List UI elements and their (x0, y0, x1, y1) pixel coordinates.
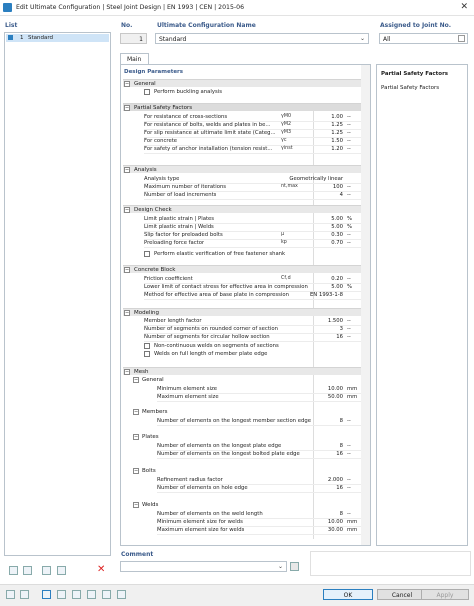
param-value[interactable]: 10.00 (327, 519, 343, 525)
param-label: For resistance of bolts, welds and plates in be... (144, 122, 271, 128)
chevron-down-icon: ⌄ (359, 35, 365, 42)
param-unit: mm (347, 527, 358, 533)
param-label: Maximum element size (157, 394, 219, 400)
tab-main[interactable]: Main (120, 53, 149, 64)
param-unit: % (347, 284, 353, 290)
param-value[interactable]: 1.25 (331, 130, 343, 136)
param-symbol: γM3 (281, 130, 292, 135)
param-value[interactable]: 16 (336, 485, 343, 491)
section-mesh[interactable]: − Mesh (123, 367, 370, 375)
zero-icon[interactable] (20, 590, 29, 599)
comment-field[interactable] (120, 561, 287, 572)
comment-area[interactable] (310, 551, 471, 576)
param-label: For safety of anchor installation (tension resist... (144, 146, 273, 152)
window-title: Edit Ultimate Configuration | Steel Joint Design | EN 1993 | CEN | 2015-06 (16, 4, 245, 11)
param-value[interactable]: 50.00 (327, 394, 343, 400)
info-panel (376, 64, 468, 546)
row-divider (144, 299, 369, 300)
param-symbol: γc (281, 138, 287, 143)
ok-button[interactable]: OK (323, 589, 373, 600)
title-bar (0, 0, 474, 16)
param-value[interactable]: 8 (339, 511, 343, 517)
row-divider (157, 492, 369, 493)
section-analysis[interactable]: − Analysis (123, 165, 370, 173)
list-item-name: Standard (28, 35, 54, 41)
param-value[interactable]: 5.00 (331, 224, 343, 230)
param-value[interactable]: 3 (339, 326, 343, 332)
param-unit: -- (347, 326, 351, 332)
param-unit: % (347, 224, 353, 230)
copy-icon[interactable] (23, 566, 32, 575)
list-item-no: 1 (20, 35, 24, 41)
param-label: Number of segments for circular hollow section (144, 334, 270, 340)
row-divider (144, 247, 369, 248)
row-divider (157, 534, 369, 535)
param-label: Number of elements on the longest bolted plate edge (157, 451, 300, 457)
name-select[interactable]: Standard ⌄ (155, 33, 369, 44)
param-label: Slip factor for preloaded bolts (144, 232, 223, 238)
list-header: List (5, 22, 18, 29)
param-value[interactable]: 0.30 (331, 232, 343, 238)
param-value[interactable]: 1.50 (331, 138, 343, 144)
param-unit: -- (347, 232, 351, 238)
param-symbol: γM0 (281, 114, 292, 119)
param-value[interactable]: 0.70 (331, 240, 343, 246)
app-logo-icon (3, 3, 12, 12)
param-value[interactable]: 1.20 (331, 146, 343, 152)
param-value[interactable]: EN 1993-1-8 (309, 292, 343, 298)
param-value[interactable]: 2.000 (327, 477, 343, 483)
design-parameters-header: Design Parameters (124, 69, 184, 75)
section-partial-safety-factors[interactable]: − Partial Safety Factors (123, 103, 370, 111)
param-unit: mm (347, 386, 358, 392)
row-divider (144, 153, 369, 154)
no-field: 1 (120, 33, 147, 44)
param-value[interactable]: 1.500 (327, 318, 343, 324)
param-unit: -- (347, 192, 351, 198)
param-unit: -- (347, 122, 351, 128)
design-parameters-panel: Design Parameters − General Perform buckling analysis − Partial Safety Factors For resistance of cross-sections γM0 1.00 -- For resistance of bolts, welds and plates in be... γM2 1.25 -- For slip resistance at ultimate limit state (Categ... γM3 1.25 -- For concrete γc 1.50 -- For safety of anchor installation (tension resist... γinst 1.20 -- − Analysis Analysis type Geometrically linear Maximum number of iterations nt,max 100 -- Number of load increments 4 -- − Design Check Limit plastic strain | Plates 5.00 % Limit plastic strain | Welds 5.00 % Slip factor for preloaded bolts μ 0.30 -- Preloading force factor kp 0.70 -- Perform elastic verification of free fastener shank − Concrete Block Friction coefficient Cf,d 0.20 -- Lower limit of contact stress for effective area in compression 5.00 % Method for effective area of base plate in compression EN 1993-1-8 − Modeling Member length factor 1.500 -- Number of segments on rounded corner of section 3 -- Number of segments for circular hollow section 16 -- Non-continuous welds on segments of sections Welds on full length of member plate edge − Mesh − General Minimum element size 10.00 mm Maximum element size 50.00 mm − Members Number of elements on the longest member section edge 8 -- − Plates Number of elements on the longest plate edge 8 -- Number of elements on the longest bolted plate edge 16 -- − Bolts Refinement radius factor 2.000 -- Number of elements on hole edge 16 -- − Welds Number of elements on the weld length 8 -- Minimum element size for welds 10.00 mm Maximum element size for welds 30.00 mm (120, 64, 371, 546)
sections-icon[interactable] (57, 590, 66, 599)
param-label: Number of elements on the longest plate edge (157, 443, 282, 449)
param-unit: -- (347, 114, 351, 120)
param-symbol: Cf,d (281, 276, 291, 281)
param-label: Minimum element size (157, 386, 218, 392)
param-label: Preloading force factor (144, 240, 205, 246)
info-icon[interactable] (87, 590, 96, 599)
apply-button[interactable]: Apply (421, 589, 469, 600)
param-label: Method for effective area of base plate in compression (144, 292, 290, 298)
param-label: Number of elements on the weld length (157, 511, 263, 517)
param-unit: mm (347, 394, 358, 400)
welds-full-length-label: Welds on full length of member plate edge (154, 351, 268, 357)
param-label: Number of load increments (144, 192, 217, 198)
param-unit: -- (347, 130, 351, 136)
chevron-down-icon: ⌄ (277, 563, 283, 570)
section-general[interactable]: − General (123, 79, 370, 87)
param-unit: -- (347, 146, 351, 152)
param-value[interactable]: 1.00 (331, 114, 343, 120)
param-label: Friction coefficient (144, 276, 193, 282)
param-unit: -- (347, 138, 351, 144)
color-swatch-icon (8, 35, 13, 40)
param-symbol: kp (281, 240, 287, 245)
param-unit: -- (347, 334, 351, 340)
param-value[interactable]: 30.00 (327, 527, 343, 533)
no-label: No. (121, 22, 133, 29)
param-unit: -- (347, 443, 351, 449)
param-value[interactable]: 100 (332, 184, 343, 190)
row-divider (157, 458, 369, 459)
info-panel-header: Partial Safety Factors (381, 71, 449, 77)
delete-icon[interactable]: ✕ (97, 564, 106, 575)
param-label: Refinement radius factor (157, 477, 223, 483)
param-unit: -- (347, 477, 351, 483)
info-panel-text: Partial Safety Factors (381, 85, 440, 91)
param-unit: -- (347, 418, 351, 424)
param-symbol: γinst (281, 146, 293, 151)
export-icon[interactable] (117, 590, 126, 599)
param-unit: -- (347, 511, 351, 517)
name-label: Ultimate Configuration Name (157, 22, 256, 29)
buckling-label: Perform buckling analysis (154, 89, 222, 95)
param-symbol: μ (281, 232, 285, 237)
param-label: For slip resistance at ultimate limit state (Categ... (144, 130, 276, 136)
param-unit: -- (347, 485, 351, 491)
row-divider (157, 401, 369, 402)
param-value[interactable]: 8 (339, 418, 343, 424)
param-value[interactable]: 5.00 (331, 216, 343, 222)
param-unit: -- (347, 276, 351, 282)
param-unit: mm (347, 519, 358, 525)
param-unit: -- (347, 318, 351, 324)
param-value[interactable]: 16 (336, 451, 343, 457)
section-design-check[interactable]: − Design Check (123, 205, 370, 213)
comment-label: Comment (121, 551, 154, 558)
check-icon[interactable] (42, 566, 51, 575)
non-continuous-welds-checkbox[interactable] (144, 343, 150, 349)
param-label: Limit plastic strain | Welds (144, 224, 214, 230)
assigned-label: Assigned to Joint No. (380, 22, 452, 29)
param-label: For concrete (144, 138, 178, 144)
param-value[interactable]: 4 (339, 192, 343, 198)
cancel-button[interactable]: Cancel (377, 589, 427, 600)
param-label: For resistance of cross-sections (144, 114, 228, 120)
param-label: Maximum number of iterations (144, 184, 227, 190)
param-value[interactable]: Geometrically linear (289, 176, 343, 182)
param-label: Number of segments on rounded corner of section (144, 326, 278, 332)
non-continuous-welds-label: Non-continuous welds on segments of sections (154, 343, 279, 349)
shank-checkbox[interactable] (144, 251, 150, 257)
new-icon[interactable] (9, 566, 18, 575)
param-label: Number of elements on hole edge (157, 485, 248, 491)
param-symbol: nt,max (281, 184, 298, 189)
list-icon[interactable] (72, 590, 81, 599)
param-value[interactable]: 5.00 (331, 284, 343, 290)
section-modeling[interactable]: − Modeling (123, 308, 370, 316)
param-value[interactable]: 16 (336, 334, 343, 340)
param-label: Limit plastic strain | Plates (144, 216, 215, 222)
param-unit: -- (347, 240, 351, 246)
shank-label: Perform elastic verification of free fastener shank (154, 251, 286, 257)
param-unit: -- (347, 451, 351, 457)
comment-copy-icon[interactable] (290, 562, 299, 571)
help-icon[interactable] (6, 590, 15, 599)
row-divider (157, 425, 369, 426)
param-value[interactable]: 0.20 (331, 276, 343, 282)
import-icon[interactable] (102, 590, 111, 599)
param-unit: % (347, 216, 353, 222)
list-item[interactable] (6, 34, 109, 42)
welds-full-length-checkbox[interactable] (144, 351, 150, 357)
view-icon[interactable] (42, 590, 51, 599)
buckling-checkbox[interactable] (144, 89, 150, 95)
param-symbol: γM2 (281, 122, 292, 127)
select-object-icon (458, 35, 465, 42)
row-divider (144, 199, 369, 200)
assigned-field[interactable]: All (379, 33, 468, 44)
configuration-list[interactable] (4, 32, 111, 556)
close-icon[interactable]: ✕ (460, 2, 468, 12)
panel-scrollbar[interactable] (361, 65, 370, 545)
param-label: Minimum element size for welds (157, 519, 243, 525)
param-label: Lower limit of contact stress for effective area in compression (144, 284, 308, 290)
param-label: Member length factor (144, 318, 202, 324)
uncheck-icon[interactable] (57, 566, 66, 575)
param-label: Number of elements on the longest member section edge (157, 418, 311, 424)
param-value[interactable]: 8 (339, 443, 343, 449)
param-label: Maximum element size for welds (157, 527, 245, 533)
param-value[interactable]: 10.00 (327, 386, 343, 392)
param-label: Analysis type (144, 176, 180, 182)
param-unit: -- (347, 184, 351, 190)
param-value[interactable]: 1.25 (331, 122, 343, 128)
section-concrete-block[interactable]: − Concrete Block (123, 265, 370, 273)
